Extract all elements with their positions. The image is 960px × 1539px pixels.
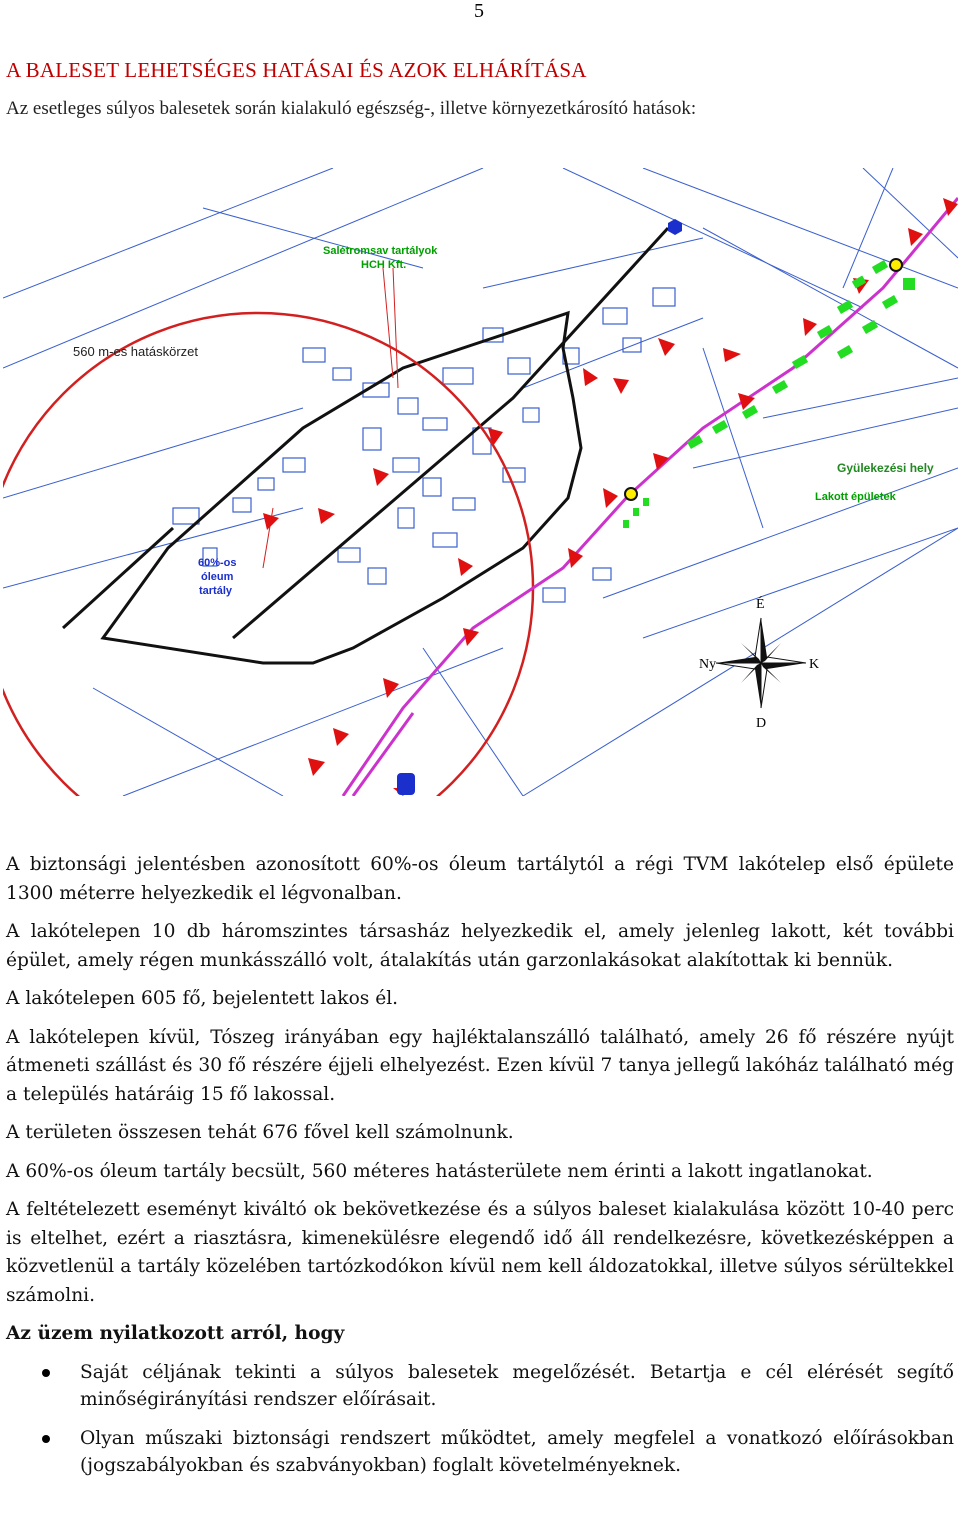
paragraph: A feltételezett eseményt kiváltó ok bekövetkezése és a súlyos baleset kialakulása között 10-40 perc is eltelhet, ezért a riasztásra, kimenekülésre elegendő idő áll rendelkezésre, következésképpen a közvetlenül a tartály közelében tartózkodókon kívül nem kell áldozatokkal, illetve súlyos sérültekkel számolni. [6, 1199, 954, 1306]
paragraph: A lakótelepen kívül, Tószeg irányában egy hajléktalanszálló található, amely 26 fő részére nyújt átmeneti szállást és 30 fő részére éjjeli elhelyezést. Ezen kívül 7 tanya jellegű lakóház található még a település határáig 15 fő lakossal. [6, 1026, 954, 1105]
body-text [6, 851, 954, 1491]
bullet-icon [42, 1369, 50, 1377]
section-subheading: Az esetleges súlyos balesetek során kialakuló egészség-, illetve környezetkárosító hatások: [6, 98, 697, 119]
label-lakott: Lakott épületek [815, 491, 896, 503]
compass-east: K [809, 657, 820, 672]
paragraph: A 60%-os óleum tartály becsült, 560 méteres hatásterülete nem érinti a lakott ingatlanokat. [6, 1160, 873, 1182]
compass-west: Ny [699, 657, 717, 672]
label-saletromsav-2: HCH Kft. [361, 259, 407, 271]
label-gyulekezesi: Gyülekezési hely [837, 461, 934, 475]
paragraph: A lakótelepen 10 db háromszintes társasház helyezkedik el, amely jelenleg lakott, két további épület, amely régen munkásszálló volt, átalakítás után garzonlakásokat alakítottak ki bennük. [6, 921, 954, 971]
declaration-list [6, 1359, 954, 1479]
compass-south: D [756, 716, 767, 731]
label-oleum-3: tartály [199, 585, 233, 597]
label-oleum-1: 60%-os [198, 557, 237, 569]
paragraph: A területen összesen tehát 676 fővel kell számolnunk. [6, 1122, 514, 1143]
label-saletromsav-1: Salétromsav tartályok [323, 245, 438, 257]
hazard-zone-map [3, 168, 958, 796]
section-heading: A BALESET LEHETSÉGES HATÁSAI ÉS AZOK ELHÁRÍTÁSA [6, 58, 587, 82]
list-item [6, 1359, 954, 1413]
list-item-text: Saját céljának tekinti a súlyos balesetek megelőzését. Betartja e cél elérését segítő minőségirányítási rendszer előírásait. [80, 1361, 954, 1410]
paragraph: A biztonsági jelentésben azonosított 60%-os óleum tartálytól a régi TVM lakótelep első épülete 1300 méterre helyezkedik el légvonalban. [6, 854, 954, 904]
paragraph: A lakótelepen 605 fő, bejelentett lakos él. [6, 988, 399, 1009]
list-item-text: Olyan műszaki biztonsági rendszert működtet, amely megfelel a vonatkozó előírásokban (jogszabályokban és szabványokban) foglalt követelményeknek. [80, 1427, 954, 1476]
compass-north: É [756, 597, 765, 612]
list-item [6, 1425, 954, 1479]
declaration-heading: Az üzem nyilatkozott arról, hogy [6, 1323, 345, 1344]
label-oleum-2: óleum [201, 571, 234, 583]
label-hataskorzet: 560 m-es hatáskörzet [73, 344, 199, 359]
page-number: 5 [474, 0, 484, 22]
bullet-icon [42, 1435, 50, 1443]
